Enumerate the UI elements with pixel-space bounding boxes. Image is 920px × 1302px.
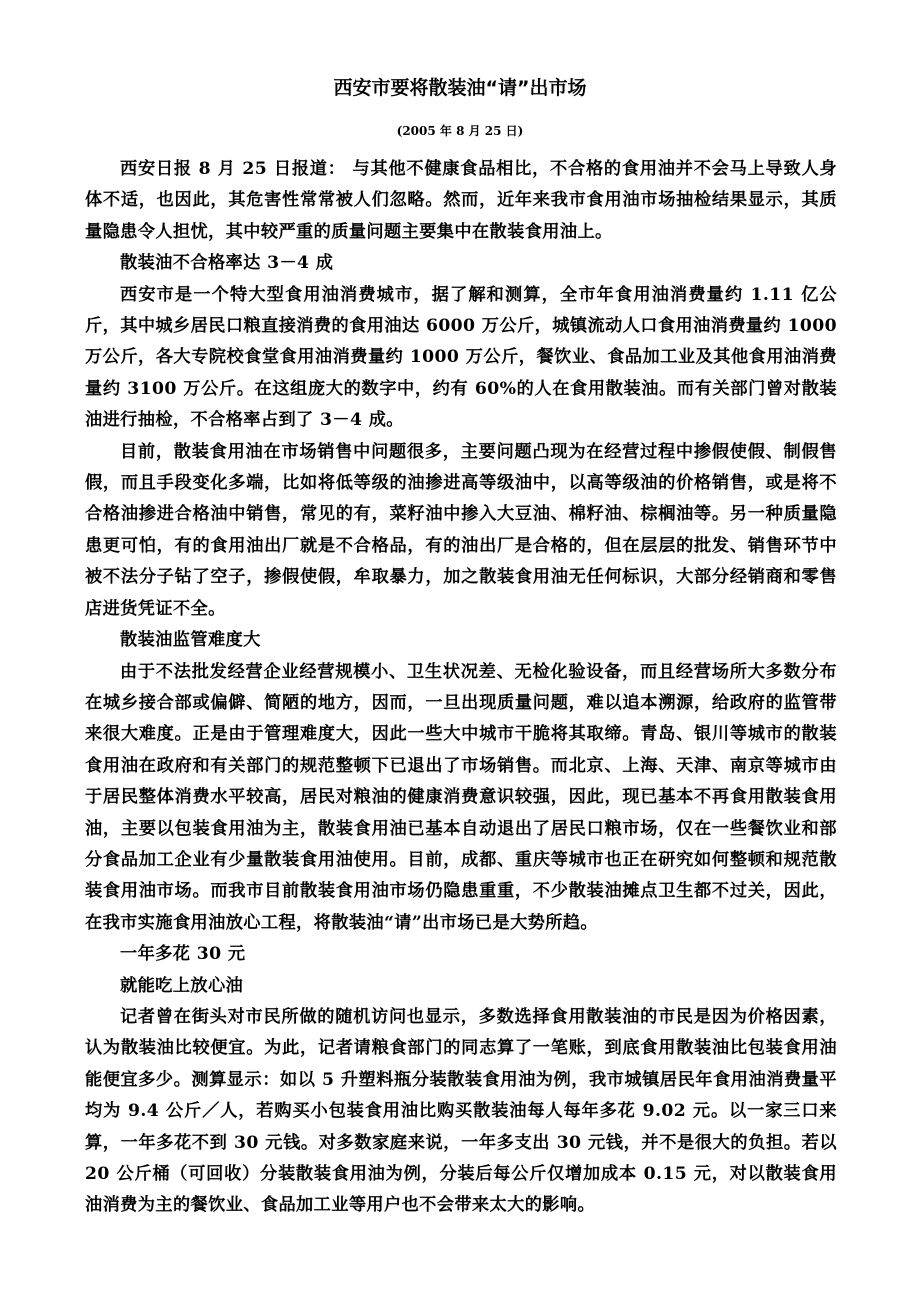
paragraph-supervision: 由于不法批发经营企业经营规模小、卫生状况差、无检化验设备，而且经营场所大多数分布在城乡接合部或偏僻、简陋的地方，因而，一旦出现质量问题，难以追本溯源，给政府的监管带来很大难度。正是由于管理难度大，因此一些大中城市干脆将其取缔。青岛、银川等城市的散装食用油在政府和有关部门的规范整顿下已退出了市场销售。而北京、上海、天津、南京等城市由于居民整体消费水平较高，居民对粮油的健康消费意识较强，因此，现已基本不再食用散装食用油，主要以包装食用油为主，散装食用油已基本自动退出了居民口粮市场，仅在一些餐饮业和部分食品加工企业有少量散装食用油使用。目前，成都、重庆等城市也正在研究如何整顿和规范散装食用油市场。而我市目前散装食用油市场仍隐患重重，不少散装油摊点卫生都不过关，因此，在我市实施食用油放心工程，将散装油“请”出市场已是大势所趋。 bbox=[85, 661, 837, 933]
article-title: 西安市要将散装油“请”出市场 bbox=[333, 77, 587, 99]
paragraph-cost: 记者曾在街头对市民所做的随机访问也显示，多数选择食用散装油的市民是因为价格因素，认为散装油比较便宜。为此，记者请粮食部门的同志算了一笔账，到底食用散装油比包装食用油能便宜多少。测算显示：如以 5 升塑料瓶分装散装食用油为例，我市城镇居民年食用油消费量平均为 9.4 公斤／人，若购买小包装食用油比购买散装油每人每年多花 9.02 元。以一家三口来算，一年多花不到 30 元钱。对多数家庭来说，一年多支出 30 元钱，并不是很大的负担。若以 20 公斤桶（可回收）分装散装食用油为例，分装后每公斤仅增加成本 0.15 元，对以散装食用油消费为主的餐饮业、食品加工业等用户也不会带来太大的影响。 bbox=[85, 1006, 837, 1216]
paragraph-consumption: 西安市是一个特大型食用油消费城市，据了解和测算，全市年食用油消费量约 1.11 亿公斤，其中城乡居民口粮直接消费的食用油达 6000 万公斤，城镇流动人口食用油消费量约 1000 万公斤，各大专院校食堂食用油消费量约 1000 万公斤，餐饮业、食品加工业及其他食用油消费量约 3100 万公斤。在这组庞大的数字中，约有 60%的人在食用散装油。而有关部门曾对散装油进行抽检，不合格率占到了 3－4 成。 bbox=[85, 284, 837, 431]
section-heading-cost-2: 就能吃上放心油 bbox=[120, 975, 244, 996]
paragraph-lead: 西安日报 8 月 25 日报道： 与其他不健康食品相比，不合格的食用油并不会马上导致人身体不适，也因此，其危害性常常被人们忽略。然而，近年来我市食用油市场抽检结果显示，其质量隐患令人担忧，其中较严重的质量问题主要集中在散装食用油上。 bbox=[85, 159, 837, 242]
section-heading-failure-rate: 散装油不合格率达 3－4 成 bbox=[120, 253, 334, 274]
section-heading-supervision: 散装油监管难度大 bbox=[120, 630, 261, 651]
article-date: (2005 年 8 月 25 日) bbox=[396, 124, 524, 138]
paragraph-problems: 目前，散装食用油在市场销售中问题很多，主要问题凸现为在经营过程中掺假使假、制假售假，而且手段变化多端，比如将低等级的油掺进高等级油中，以高等级油的价格销售，或是将不合格油掺进合格油中销售，常见的有，菜籽油中掺入大豆油、棉籽油、棕榈油等。另一种质量隐患更可怕，有的食用油出厂就是不合格品，有的油出厂是合格的，但在层层的批发、销售环节中被不法分子钻了空子，掺假使假，牟取暴力，加之散装食用油无任何标识，大部分经销商和零售店进货凭证不全。 bbox=[85, 441, 837, 619]
article-body bbox=[85, 154, 837, 1222]
section-heading-cost-1: 一年多花 30 元 bbox=[120, 944, 246, 965]
